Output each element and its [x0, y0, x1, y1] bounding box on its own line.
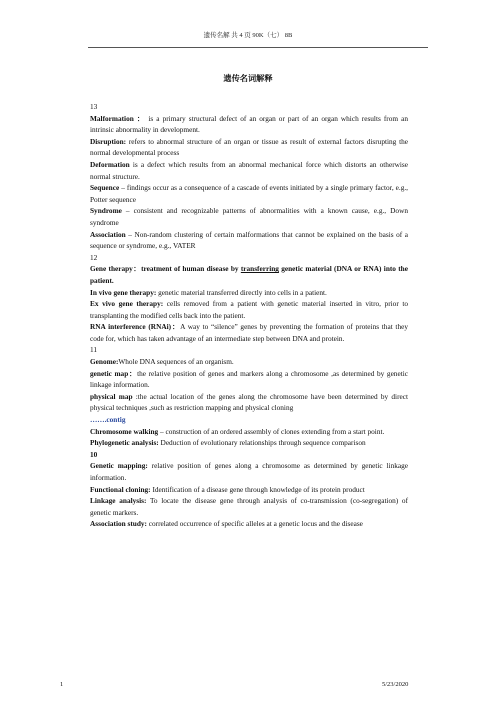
definition-genetic-map — [90, 368, 408, 391]
definition-sequence — [90, 182, 408, 205]
term-disruption: Disruption: — [90, 136, 127, 146]
gene-therapy-text-b: genetic material (DNA or RNA) into the patient. — [90, 264, 408, 285]
header-rule — [88, 47, 428, 48]
term-functional-cloning: Functional cloning: — [90, 484, 151, 494]
definition-syndrome — [90, 205, 408, 228]
definition-association-study — [90, 518, 408, 530]
term-genetic-map: genetic map： — [90, 368, 138, 378]
footer-date: 5/23/2020 — [382, 681, 409, 688]
def-functional-cloning: Identification of a disease gene through knowledge of its protein product — [150, 484, 365, 494]
definition-disruption — [90, 136, 408, 159]
term-ex-vivo: Ex vivo gene therapy: — [90, 299, 164, 309]
def-genetic-map: the relative position of genes and markers along a chromosome ,as determined by genetic linkage information. — [90, 368, 408, 390]
def-chromosome-walking: – construction of an ordered assembly of clones extending from a start point. — [160, 426, 385, 436]
gene-therapy-underlined: transferring — [240, 264, 279, 274]
term-association-study: Association study: — [90, 519, 147, 529]
def-phylogenetic: Deduction of evolutionary relationships through sequence comparison — [158, 438, 366, 448]
definition-rnai — [90, 321, 408, 344]
def-malformation: is a primary structural defect of an organ or part of an organ which results from an intrinsic abnormality in development. — [90, 113, 408, 135]
term-rnai: RNA interference (RNAi)： — [90, 322, 181, 332]
definition-malformation — [90, 113, 408, 136]
term-association: Association — [90, 229, 129, 239]
term-sequence: Sequence — [90, 183, 122, 193]
page-header: 遗传名解 共 4 页 90K（七） 8B — [203, 32, 293, 39]
term-genetic-mapping: Genetic mapping: — [90, 461, 148, 471]
term-malformation: Malformation ： — [90, 113, 146, 123]
definition-in-vivo — [90, 287, 408, 299]
def-sequence: – findings occur as a consequence of a cascade of events initiated by a single primary factor, e.g., Potter sequence — [90, 183, 408, 204]
definition-gene-therapy — [90, 263, 408, 286]
definition-genome — [90, 356, 408, 368]
definition-physical-map — [90, 391, 408, 414]
gene-therapy-text-a: Gene therapy：treatment of human disease by — [90, 264, 241, 274]
def-association: – Non-random clustering of certain malformations that cannot be explained on the basis of a sequence or syndrome, e.g., VATER — [90, 229, 408, 251]
section-number-12: 12 — [90, 252, 98, 262]
definition-chromosome-walking — [90, 426, 408, 438]
def-linkage-analysis: To locate the disease gene through analysis of co-transmission (co-segregation) of genetic markers. — [90, 496, 408, 517]
term-physical-map: physical map — [90, 391, 133, 401]
def-genetic-mapping: relative position of genes along a chromosome as determined by genetic linkage information. — [90, 461, 409, 482]
term-in-vivo: In vivo gene therapy: — [90, 287, 157, 297]
term-deformation: Deformation — [90, 159, 130, 169]
footer-page-number: 1 — [60, 681, 64, 688]
def-physical-map: :the actual location of the genes along the chromosome have been determined by direct physical techniques ,such as restriction mapping and physical cloning — [90, 391, 409, 413]
def-association-study: correlated occurrence of specific alleles at a genetic locus and the disease — [146, 519, 363, 529]
definition-phylogenetic — [90, 437, 408, 449]
def-syndrome: – consistent and recognizable patterns of abnormalities with a known cause, e.g., Down syndrome — [90, 206, 408, 227]
def-deformation: is a defect which results from an abnormal mechanical force which distorts an otherwise normal structure. — [90, 159, 408, 181]
term-syndrome: Syndrome — [90, 206, 126, 216]
def-in-vivo: genetic material transferred directly into cells in a patient. — [156, 287, 327, 297]
page-title: 遗传名词解释 — [223, 74, 273, 83]
definition-ex-vivo — [90, 298, 408, 321]
term-phylogenetic: Phylogenetic analysis: — [90, 438, 159, 448]
def-rnai: A way to “silence” genes by preventing the formation of proteins that they code for, which has taken advantage of an intermediate step between DNA and protein. — [90, 322, 408, 343]
def-disruption: refers to abnormal structure of an organ or tissue as result of external factors disrupting the normal developmental process — [90, 136, 408, 158]
definition-functional-cloning — [90, 484, 408, 496]
contig-line: …….contig — [90, 415, 126, 425]
term-genome: Genome: — [90, 357, 119, 367]
section-number-13: 13 — [90, 102, 98, 111]
term-linkage-analysis: Linkage analysis: — [90, 496, 147, 506]
definition-deformation — [90, 159, 408, 182]
def-genome: Whole DNA sequences of an organism. — [118, 357, 234, 367]
def-ex-vivo: cells removed from a patient with genetic material inserted in vitro, prior to transplanting the modified cells back into the patient. — [90, 299, 408, 320]
document-body — [90, 101, 408, 530]
definition-genetic-mapping — [90, 460, 408, 483]
section-number-10: 10 — [90, 449, 98, 459]
term-chromosome-walking: Chromosome walking — [90, 426, 161, 436]
definition-association — [90, 229, 408, 252]
section-number-11: 11 — [90, 345, 98, 355]
definition-linkage-analysis — [90, 495, 408, 518]
